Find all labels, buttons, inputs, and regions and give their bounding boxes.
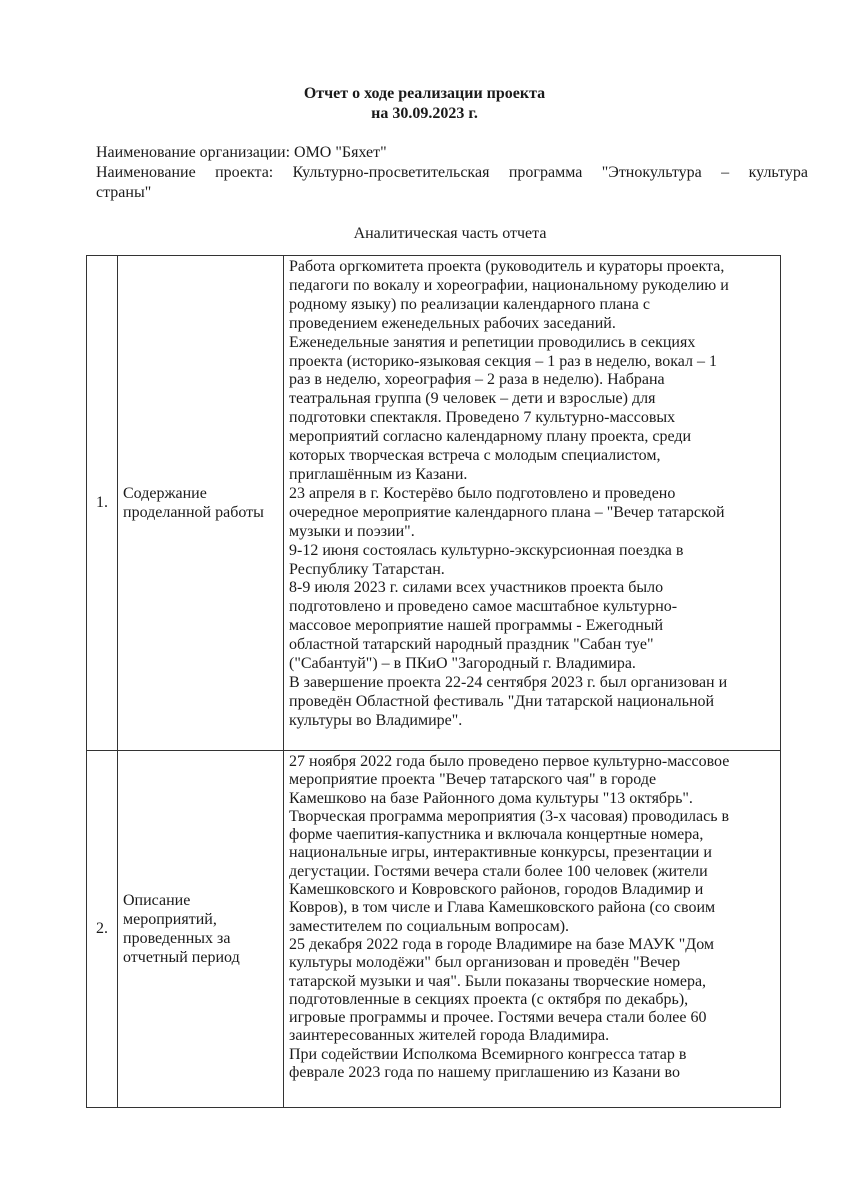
project-name-line1: Наименование проекта: Культурно-просветительская программа "Этнокультура – культура — [96, 164, 808, 181]
row-number: 1. — [87, 256, 118, 751]
content-line: 27 ноября 2022 года было проведено первое культурно-массовое — [289, 753, 730, 770]
content-line: Камешково на базе Районного дома культуры "13 октябрь". — [289, 789, 693, 807]
content-line: татарской музыки и чая". Были показаны творческие номера, — [289, 972, 707, 990]
content-line: Еженедельные занятия и репетиции проводились в секциях — [289, 333, 696, 351]
project-name-line2: страны" — [96, 184, 152, 201]
organization-name: Наименование организации: ОМО "Бяхет" — [96, 144, 387, 161]
row-content — [284, 751, 781, 1108]
content-line: При содействии Исполкома Всемирного конгресса татар в — [289, 1045, 687, 1063]
content-line: 23 апреля в г. Костерёво было подготовлено и проведено — [289, 484, 676, 502]
content-line: дегустации. Гостями вечера стали более 100 человек (жители — [289, 862, 708, 880]
content-line: Камешковского и Ковровского районов, городов Владимир и — [289, 881, 704, 899]
content-line: национальные игры, интерактивные конкурсы, презентации и — [289, 844, 712, 862]
content-line: Республику Татарстан. — [289, 560, 445, 578]
content-line: музыки и поэзии". — [289, 522, 415, 540]
content-line: Творческая программа мероприятия (3-х часовая) проводилась в — [289, 807, 730, 825]
content-line: феврале 2023 года по нашему приглашению из Казани во — [289, 1064, 680, 1082]
content-line: театральная группа (9 человек – дети и взрослые) для — [289, 390, 656, 408]
content-line: игровые программы и прочее. Гостями вечера стали более 60 — [289, 1009, 707, 1027]
content-line: приглашённым из Казани. — [289, 465, 468, 483]
content-line: родному языку) по реализации календарного плана с — [289, 295, 650, 313]
row-label: Описание мероприятий, проведенных за отчетный период — [118, 751, 284, 1108]
report-title: Отчет о ходе реализации проекта — [303, 85, 546, 102]
row-label: Содержание проделанной работы — [118, 256, 284, 751]
row-number: 2. — [87, 751, 118, 1108]
content-line: очередное мероприятие календарного плана – "Вечер татарской — [289, 503, 725, 521]
content-line: культуры во Владимире". — [289, 711, 463, 729]
content-line: проведением еженедельных рабочих заседаний. — [289, 314, 616, 332]
content-line: В завершение проекта 22-24 сентября 2023 г. был организован и — [289, 673, 728, 691]
content-line: областной татарский народный праздник "Сабан туе" — [289, 636, 654, 654]
content-line: массовое мероприятие нашей программы - Ежегодный — [289, 617, 664, 635]
content-line: подготовки спектакля. Проведено 7 культурно-массовых — [289, 409, 676, 427]
content-line: 8-9 июля 2023 г. силами всех участников проекта было — [289, 579, 664, 597]
content-line: мероприятие проекта "Вечер татарского чая" в городе — [289, 771, 657, 789]
content-line: Ковров), в том числе и Глава Камешковского района (со своим — [289, 899, 716, 917]
content-line: форме чаепития-капустника и включала концертные номера, — [289, 826, 704, 844]
row-content — [284, 256, 781, 751]
section-title: Аналитическая часть отчета — [353, 225, 547, 242]
report-table — [86, 255, 781, 1108]
content-line: мероприятий согласно календарному плану проекта, среди — [289, 428, 692, 446]
content-line: раз в неделю, хореография – 2 раза в неделю). Набрана — [289, 371, 665, 389]
content-line: 25 декабря 2022 года в городе Владимире на базе МАУК "Дом — [289, 935, 715, 953]
content-line: проекта (историко-языковая секция – 1 раз в неделю, вокал – 1 — [289, 352, 717, 370]
content-line: педагоги по вокалу и хореографии, национальному рукоделию и — [289, 276, 729, 294]
content-line: заместителем по социальным вопросам). — [289, 917, 570, 935]
content-line: Работа оргкомитета проекта (руководитель и кураторы проекта, — [289, 258, 725, 275]
content-line: заинтересованных жителей города Владимира. — [289, 1027, 610, 1045]
content-line: 9-12 июня состоялась культурно-экскурсионная поездка в — [289, 541, 684, 559]
table-row — [87, 256, 781, 751]
report-date: на 30.09.2023 г. — [371, 105, 478, 122]
content-line: которых творческая встреча с молодым специалистом, — [289, 447, 661, 465]
content-line: подготовлено и проведено самое масштабное культурно- — [289, 598, 678, 616]
table-row — [87, 751, 781, 1108]
content-line: проведён Областной фестиваль "Дни татарской национальной — [289, 692, 715, 710]
content-line: подготовленные в секциях проекта (с октября по декабрь), — [289, 990, 689, 1008]
content-line: культуры молодёжи" был организован и проведён "Вечер — [289, 954, 681, 972]
content-line: ("Сабантуй") – в ПКиО "Загородный г. Владимира. — [289, 655, 636, 673]
